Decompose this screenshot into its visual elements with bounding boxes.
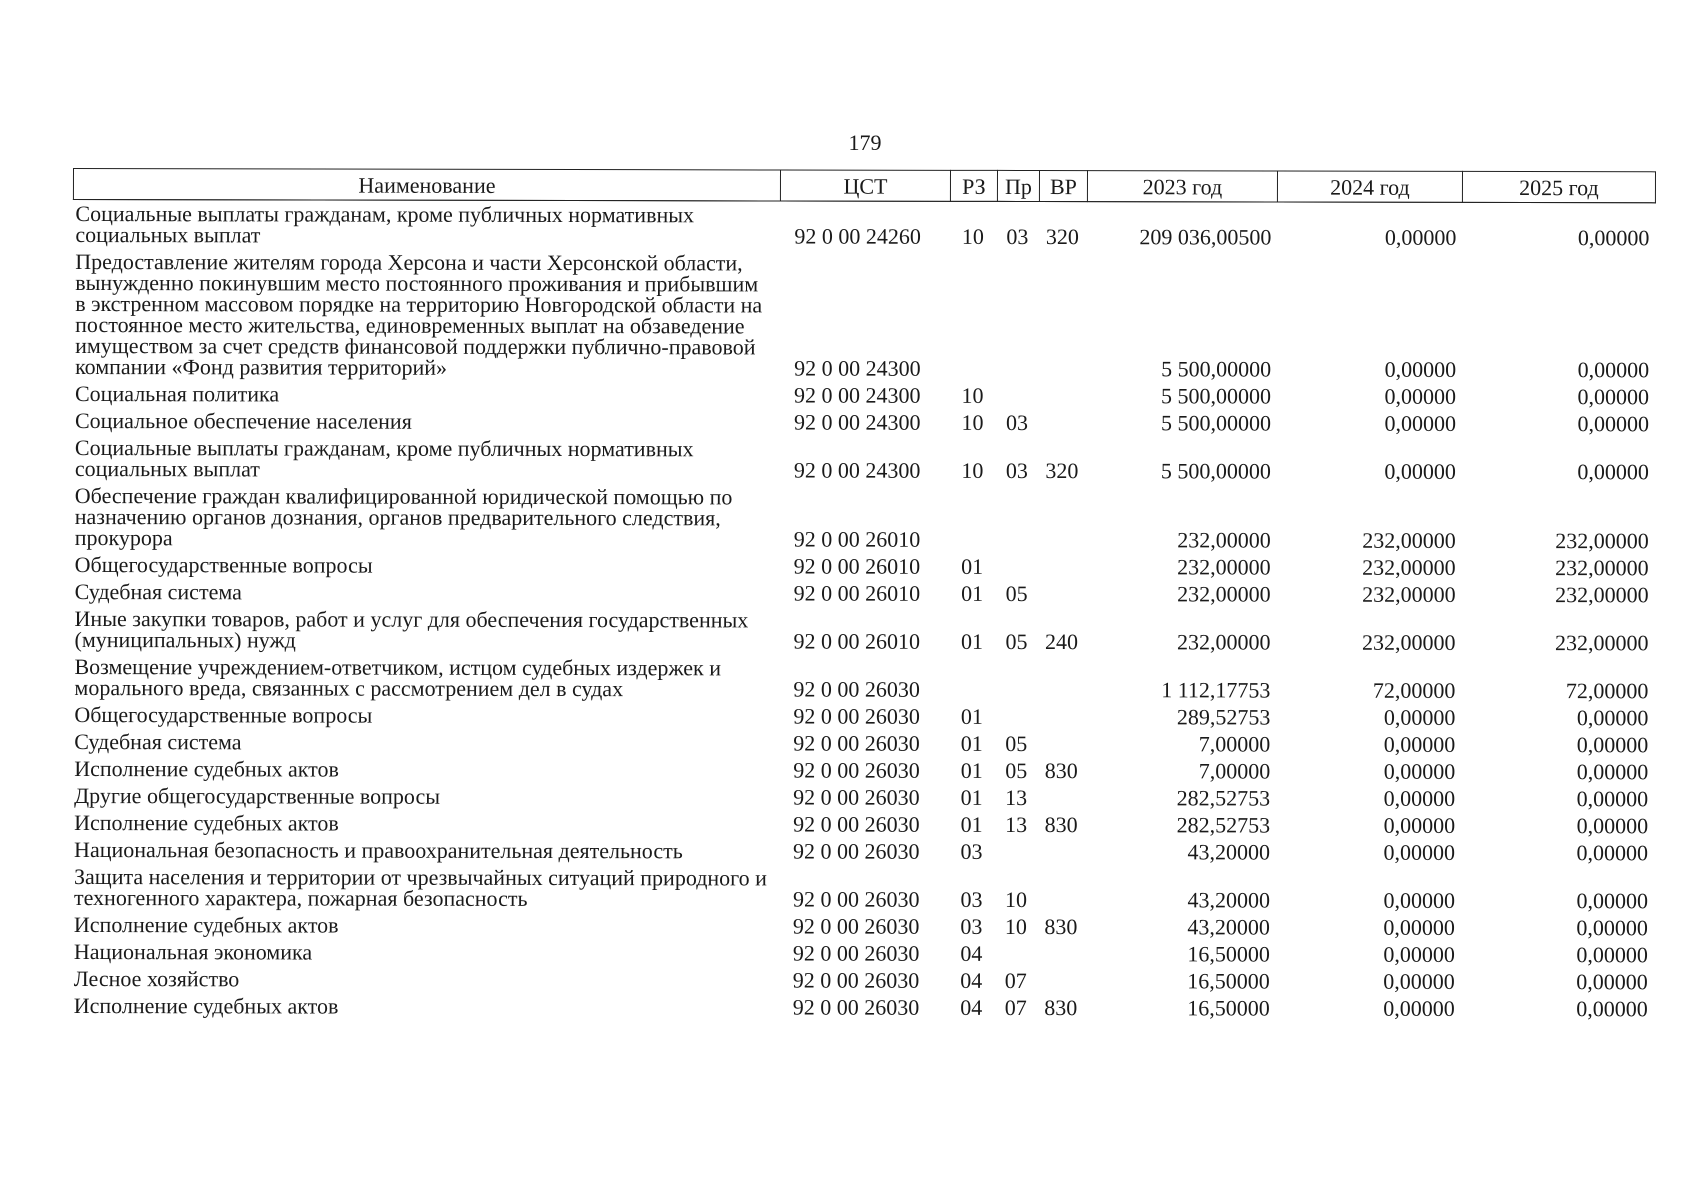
row-value-2023: 43,20000 [1187,887,1270,913]
row-name: Другие общегосударственные вопросы [74,783,441,809]
row-cst: 92 0 00 24300 [793,409,921,435]
row-pr [996,703,1038,730]
row-value-2024: 0,00000 [1384,410,1456,436]
row-value-2025: 0,00000 [1576,840,1649,866]
row-value-2023: 5 500,00000 [1160,458,1271,484]
row-value-2024: 0,00000 [1384,458,1456,484]
row-vr [1038,703,1086,730]
row-value-2024: 232,00000 [1362,581,1456,607]
row-rz [949,655,996,703]
row-value-2025: 0,00000 [1576,915,1648,941]
row-value-2023: 5 500,00000 [1160,410,1271,436]
row-name: Национальная безопасность и правоохранительная деятельность [74,837,683,864]
column-header-vr: ВР [1039,171,1087,202]
row-cst: 92 0 00 24300 [794,355,921,381]
row-value-2024: 0,00000 [1384,224,1457,250]
row-value-2023: 16,50000 [1187,968,1270,994]
row-rz: 03 [960,886,983,912]
row-value-2024: 0,00000 [1383,887,1455,913]
row-name: Иные закупки товаров, работ и услуг для обеспечения государственных (муниципальных) нужд [74,606,749,653]
row-pr: 13 [1005,784,1028,810]
row-value-2023: 282,52753 [1176,812,1271,838]
row-value-2025: 0,00000 [1576,942,1648,968]
table-row [73,407,1655,437]
row-vr [1039,553,1087,580]
row-value-2024: 232,00000 [1362,554,1456,580]
row-value-2024: 0,00000 [1383,839,1456,865]
row-name: Возмещение учреждением-ответчиком, истцом судебных издержек и морального вреда, связанных с рассмотрением дел в судах [74,654,722,702]
row-value-2025: 72,00000 [1565,678,1649,704]
row-value-2023: 7,00000 [1198,731,1271,757]
row-value-2025: 0,00000 [1576,996,1648,1022]
table-body [72,200,1656,1023]
row-value-2023: 43,20000 [1187,914,1270,940]
row-rz: 10 [961,223,984,249]
row-name: Судебная система [74,729,242,755]
row-pr: 10 [1004,886,1027,912]
row-cst: 92 0 00 26030 [792,886,920,912]
column-header-cst: ЦСТ [780,170,950,201]
table-row [72,809,1654,839]
row-rz: 10 [961,409,984,435]
row-cst: 92 0 00 26030 [792,994,920,1020]
table-row [73,380,1655,410]
row-vr [1038,940,1086,967]
row-cst: 92 0 00 24300 [793,382,921,408]
row-vr [1038,730,1086,757]
row-value-2023: 282,52753 [1176,785,1271,811]
row-value-2023: 16,50000 [1187,995,1270,1021]
table-row [72,911,1654,941]
row-rz: 01 [960,784,983,810]
row-cst: 92 0 00 26030 [793,811,920,837]
row-value-2025: 232,00000 [1555,528,1649,554]
row-value-2024: 0,00000 [1383,785,1456,811]
row-pr [997,250,1039,382]
row-name: Предоставление жителям города Херсона и части Херсонской области, вынужденно покинувшим место постоянного проживания и прибывшим в экстренном массовом порядке на территорию Новгородской области на постоянное место жительства, единовременных выплат на обзаведение имуществом за счет средств финансовой поддержки публично-правовой компании «Фонд развития территорий» [75,249,763,380]
row-rz: 01 [960,703,983,729]
row-pr: 03 [1006,223,1029,250]
row-rz [950,484,997,553]
budget-table-sheet [71,168,1655,1022]
row-name: Общегосударственные вопросы [74,702,373,728]
row-pr: 07 [1004,967,1027,993]
row-cst: 92 0 00 26030 [793,676,920,702]
row-vr: 320 [1045,458,1079,484]
row-cst: 92 0 00 26010 [793,526,921,552]
row-cst: 92 0 00 26030 [792,967,920,993]
row-name: Исполнение судебных актов [74,756,339,782]
row-rz: 01 [960,730,983,756]
row-rz: 10 [961,457,984,483]
row-vr [1038,655,1086,703]
row-value-2025: 232,00000 [1554,630,1649,656]
row-vr: 830 [1044,914,1078,940]
column-header-rz: РЗ [950,170,997,201]
row-value-2024: 0,00000 [1384,356,1457,382]
table-row [73,434,1655,485]
table-row [73,248,1655,383]
row-value-2024: 72,00000 [1372,677,1456,703]
row-value-2025: 0,00000 [1576,732,1649,758]
row-value-2024: 232,00000 [1361,629,1456,655]
row-rz: 04 [960,994,983,1020]
row-rz [950,250,997,382]
row-pr: 05 [1005,580,1028,607]
row-vr [1039,409,1087,436]
row-vr: 240 [1044,629,1079,655]
row-value-2023: 16,50000 [1187,941,1270,967]
row-value-2025: 232,00000 [1555,555,1649,581]
row-value-2024: 0,00000 [1383,995,1455,1021]
row-name: Защита населения и территории от чрезвычайных ситуаций природного и техногенного характера, пожарная безопасность [73,864,767,911]
row-pr [996,655,1038,703]
table-row [72,701,1654,731]
row-value-2025: 0,00000 [1577,411,1649,437]
row-vr: 830 [1044,812,1078,838]
row-value-2025: 0,00000 [1576,813,1649,839]
table-row [72,782,1654,812]
row-rz: 01 [960,811,983,837]
row-rz: 04 [960,967,983,993]
row-value-2025: 0,00000 [1577,384,1650,410]
row-vr [1038,967,1086,994]
row-cst: 92 0 00 26030 [792,940,920,966]
row-value-2025: 0,00000 [1576,888,1648,914]
row-value-2023: 232,00000 [1176,629,1271,655]
table-row [72,836,1654,866]
row-cst: 92 0 00 26030 [793,730,920,756]
row-value-2024: 0,00000 [1383,914,1455,940]
row-value-2024: 0,00000 [1383,812,1456,838]
table-row [72,992,1654,1022]
row-rz: 04 [960,940,983,966]
row-pr: 13 [1005,811,1028,837]
row-value-2025: 0,00000 [1577,357,1650,383]
row-pr [996,940,1038,967]
row-value-2025: 0,00000 [1577,459,1649,485]
row-name: Социальные выплаты гражданам, кроме публичных нормативных социальных выплат [75,201,695,248]
row-pr: 03 [1005,409,1028,436]
row-value-2025: 232,00000 [1555,582,1649,608]
row-pr: 07 [1004,994,1027,1020]
row-rz: 03 [960,838,983,864]
row-value-2023: 232,00000 [1177,581,1271,607]
table-header [73,169,1655,203]
row-cst: 92 0 00 24300 [793,457,921,483]
row-value-2024: 232,00000 [1362,527,1456,553]
row-name: Социальная политика [75,381,280,407]
table-row [72,728,1654,758]
row-value-2023: 232,00000 [1177,554,1271,580]
row-rz: 01 [960,628,984,654]
row-value-2023: 7,00000 [1198,758,1271,784]
table-row [72,605,1654,656]
page-number: 179 [848,130,882,155]
row-vr [1038,865,1086,913]
row-value-2025: 0,00000 [1576,759,1649,785]
row-value-2023: 5 500,00000 [1160,383,1272,409]
row-value-2024: 0,00000 [1383,941,1455,967]
row-value-2023: 1 112,17753 [1161,677,1271,703]
table-row [72,863,1654,914]
row-rz: 10 [961,382,984,408]
table-row [72,755,1654,785]
row-value-2025: 0,00000 [1577,225,1650,251]
row-cst: 92 0 00 26030 [793,784,920,810]
row-vr [1038,784,1086,811]
row-value-2023: 209 036,00500 [1139,224,1272,250]
row-vr [1039,580,1087,607]
row-value-2025: 0,00000 [1576,786,1649,812]
row-name: Социальные выплаты гражданам, кроме публичных нормативных социальных выплат [74,435,694,482]
row-vr: 830 [1044,995,1078,1021]
table-row [73,578,1655,608]
row-pr [997,382,1039,409]
table-row [72,965,1654,995]
row-value-2023: 43,20000 [1187,839,1271,865]
row-pr: 05 [1005,628,1028,655]
row-vr: 320 [1045,224,1079,250]
row-cst: 92 0 00 26030 [793,838,920,864]
column-header-2025: 2025 год [1462,171,1655,202]
row-value-2024: 0,00000 [1383,704,1456,730]
table-row [73,482,1655,554]
row-pr: 05 [1005,730,1028,756]
row-cst: 92 0 00 26030 [793,703,920,729]
row-name: Исполнение судебных актов [73,993,339,1019]
row-value-2024: 0,00000 [1383,968,1455,994]
row-pr: 10 [1004,913,1027,939]
row-pr [997,553,1039,580]
row-rz: 01 [960,757,983,783]
row-cst: 92 0 00 26010 [793,553,921,579]
row-rz: 01 [961,553,984,579]
column-header-name: Наименование [73,169,780,201]
table-row [72,938,1654,968]
row-value-2024: 0,00000 [1384,383,1457,409]
row-pr [996,838,1038,865]
row-cst: 92 0 00 26030 [792,913,920,939]
row-value-2024: 0,00000 [1383,758,1456,784]
row-name: Исполнение судебных актов [73,912,339,938]
row-cst: 92 0 00 26030 [793,757,920,783]
row-cst: 92 0 00 26010 [793,580,921,606]
column-header-2023: 2023 год [1087,171,1277,202]
table-row [72,653,1654,704]
header-row [73,169,1655,203]
row-name: Обеспечение граждан квалифицированной юридической помощью по назначению органов дознания, органов предварительного следствия, прокурора [74,483,733,551]
row-cst: 92 0 00 26010 [793,628,921,654]
row-name: Судебная система [74,579,242,605]
row-name: Национальная экономика [73,939,313,965]
row-name: Лесное хозяйство [73,966,240,992]
row-name: Социальное обеспечение населения [74,408,412,434]
row-pr [997,484,1039,553]
column-header-2024: 2024 год [1277,171,1462,202]
row-value-2025: 0,00000 [1576,705,1649,731]
row-value-2023: 5 500,00000 [1161,356,1272,382]
row-pr: 03 [1005,457,1028,484]
row-vr [1039,382,1087,409]
column-header-pr: Пр [997,170,1039,201]
row-vr: 830 [1044,758,1078,784]
row-rz: 03 [960,913,983,939]
table-row [73,200,1655,252]
budget-table [71,168,1656,1022]
row-vr [1039,250,1087,382]
row-value-2023: 232,00000 [1177,527,1271,553]
row-value-2024: 0,00000 [1383,731,1456,757]
row-value-2025: 0,00000 [1576,969,1648,995]
row-name: Исполнение судебных актов [74,810,339,836]
row-value-2023: 289,52753 [1176,704,1271,730]
row-vr [1038,838,1086,865]
row-vr [1039,484,1087,553]
row-pr: 05 [1005,757,1028,783]
row-cst: 92 0 00 24260 [794,223,921,249]
row-rz: 01 [961,580,984,606]
table-row [73,551,1655,581]
row-name: Общегосударственные вопросы [74,552,373,578]
